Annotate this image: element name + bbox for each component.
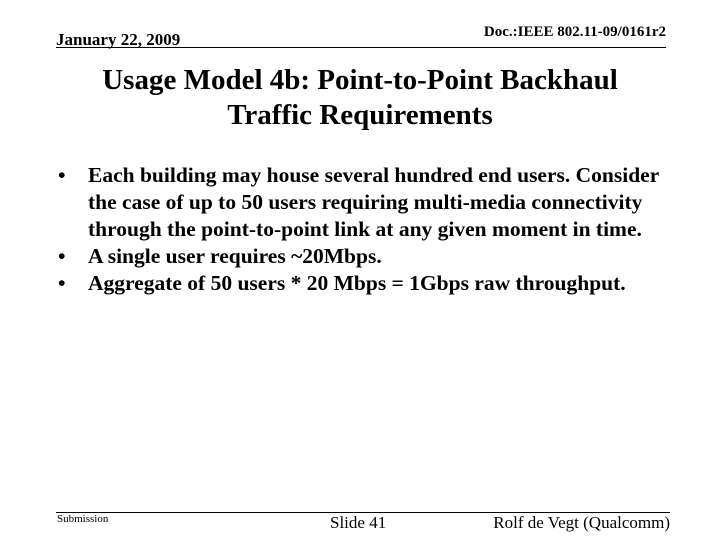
bullet-dot-icon: • xyxy=(58,163,66,187)
bullet-dot-icon: • xyxy=(58,271,66,295)
bullet-text: A single user requires ~20Mbps. xyxy=(88,244,382,268)
slide-title-line-1: Usage Model 4b: Point-to-Point Backhaul xyxy=(102,64,618,96)
slide-title xyxy=(40,63,680,133)
header-date: January 22, 2009 xyxy=(56,30,181,49)
slide-title-line-2: Traffic Requirements xyxy=(227,99,493,131)
bullet-item xyxy=(58,162,668,243)
slide-number: Slide 41 xyxy=(330,513,387,532)
bullet-item xyxy=(58,243,668,270)
footer-submission: Submission xyxy=(57,513,109,525)
document-id: Doc.:IEEE 802.11-09/0161r2 xyxy=(483,24,666,40)
bullet-text: Aggregate of 50 users * 20 Mbps = 1Gbps raw throughput. xyxy=(88,271,626,295)
bullet-item xyxy=(58,270,668,297)
footer-author: Rolf de Vegt (Qualcomm) xyxy=(493,513,670,532)
bullet-dot-icon: • xyxy=(58,244,66,268)
bullet-list xyxy=(58,162,668,297)
header-divider xyxy=(56,47,666,48)
bullet-text: Each building may house several hundred end users. Consider the case of up to 50 users requiring multi-media connectivity through the point-to-point link at any given moment in time. xyxy=(88,163,659,241)
